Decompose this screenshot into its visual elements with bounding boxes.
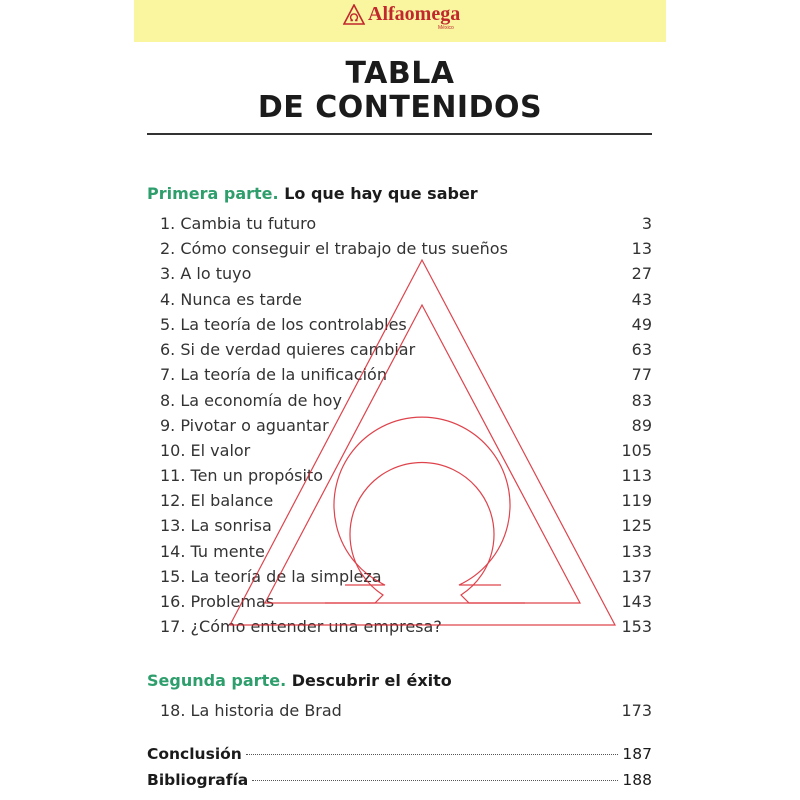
toc-entry-title: 10. El valor (160, 441, 251, 460)
toc-entry (160, 616, 652, 638)
toc-entry-title: 2. Cómo conseguir el trabajo de tus sueños (160, 239, 508, 258)
toc-entry-title: 15. La teoría de la simpleza (160, 567, 382, 586)
toc-entry (160, 440, 652, 462)
toc-entry-page: 119 (621, 491, 652, 510)
part-heading (147, 184, 478, 203)
toc-entry-title: 16. Problemas (160, 592, 275, 611)
toc-entry-title: 17. ¿Cómo entender una empresa? (160, 617, 442, 636)
part-name: Descubrir el éxito (291, 671, 452, 690)
toc-entry-title: 3. A lo tuyo (160, 264, 252, 283)
toc-entry-page: 63 (631, 340, 652, 359)
toc-entry (160, 364, 652, 386)
back-matter-page: 188 (622, 771, 652, 789)
toc-entry (160, 415, 652, 437)
part-heading (147, 671, 452, 690)
back-matter-entry (147, 743, 652, 765)
toc-entry-title: 1. Cambia tu futuro (160, 214, 317, 233)
toc-entry (160, 700, 652, 722)
toc-entry (160, 339, 652, 361)
toc-entry-title: 9. Pivotar o aguantar (160, 416, 329, 435)
part-name: Lo que hay que saber (284, 184, 478, 203)
toc-entry-page: 83 (631, 391, 652, 410)
part-prefix: Primera parte. (147, 184, 279, 203)
toc-entry-page: 43 (631, 290, 652, 309)
dot-leader (246, 754, 619, 755)
toc-entry (160, 490, 652, 512)
toc-entry-title: 6. Si de verdad quieres cambiar (160, 340, 416, 359)
back-matter-title: Conclusión (147, 745, 242, 763)
brand-name: Alfaomega (368, 3, 461, 25)
toc-entry-title: 11. Ten un propósito (160, 466, 323, 485)
toc-entry-title: 4. Nunca es tarde (160, 290, 302, 309)
toc-entry (160, 591, 652, 613)
back-matter-page: 187 (622, 745, 652, 763)
toc-entry-page: 13 (631, 239, 652, 258)
toc-entry (160, 289, 652, 311)
toc-entry (160, 238, 652, 260)
toc-entry (160, 541, 652, 563)
toc-entry-page: 89 (631, 416, 652, 435)
toc-entry-page: 173 (621, 701, 652, 720)
toc-entry (160, 566, 652, 588)
toc-entry-page: 105 (621, 441, 652, 460)
toc-entry-page: 77 (631, 365, 652, 384)
toc-entry-title: 13. La sonrisa (160, 516, 272, 535)
toc-entry-page: 133 (621, 542, 652, 561)
toc-entry-title: 14. Tu mente (160, 542, 265, 561)
toc-entry-page: 137 (621, 567, 652, 586)
toc-entry-page: 125 (621, 516, 652, 535)
toc-entry-title: 8. La economía de hoy (160, 391, 342, 410)
part-prefix: Segunda parte. (147, 671, 287, 690)
toc-entry (160, 515, 652, 537)
page-title-line-1: TABLA (345, 56, 455, 91)
toc-entry-title: 18. La historia de Brad (160, 701, 342, 720)
toc-entry (160, 213, 652, 235)
brand-subtitle: México (438, 25, 454, 31)
toc-entry-page: 113 (621, 466, 652, 485)
toc-entry (160, 263, 652, 285)
toc-entry-page: 27 (631, 264, 652, 283)
toc-entry (160, 465, 652, 487)
page-title-line-2: DE CONTENIDOS (257, 90, 543, 125)
toc-entry-page: 3 (641, 214, 652, 233)
back-matter-entry (147, 769, 652, 791)
toc-entry-title: 7. La teoría de la unificación (160, 365, 387, 384)
toc-entry (160, 390, 652, 412)
toc-entry-page: 153 (621, 617, 652, 636)
toc-entry-title: 12. El balance (160, 491, 274, 510)
dot-leader (252, 780, 618, 781)
toc-entry-page: 49 (631, 315, 652, 334)
toc-entry-title: 5. La teoría de los controlables (160, 315, 407, 334)
back-matter-title: Bibliografía (147, 771, 249, 789)
toc-entry-page: 143 (621, 592, 652, 611)
toc-entry (160, 314, 652, 336)
